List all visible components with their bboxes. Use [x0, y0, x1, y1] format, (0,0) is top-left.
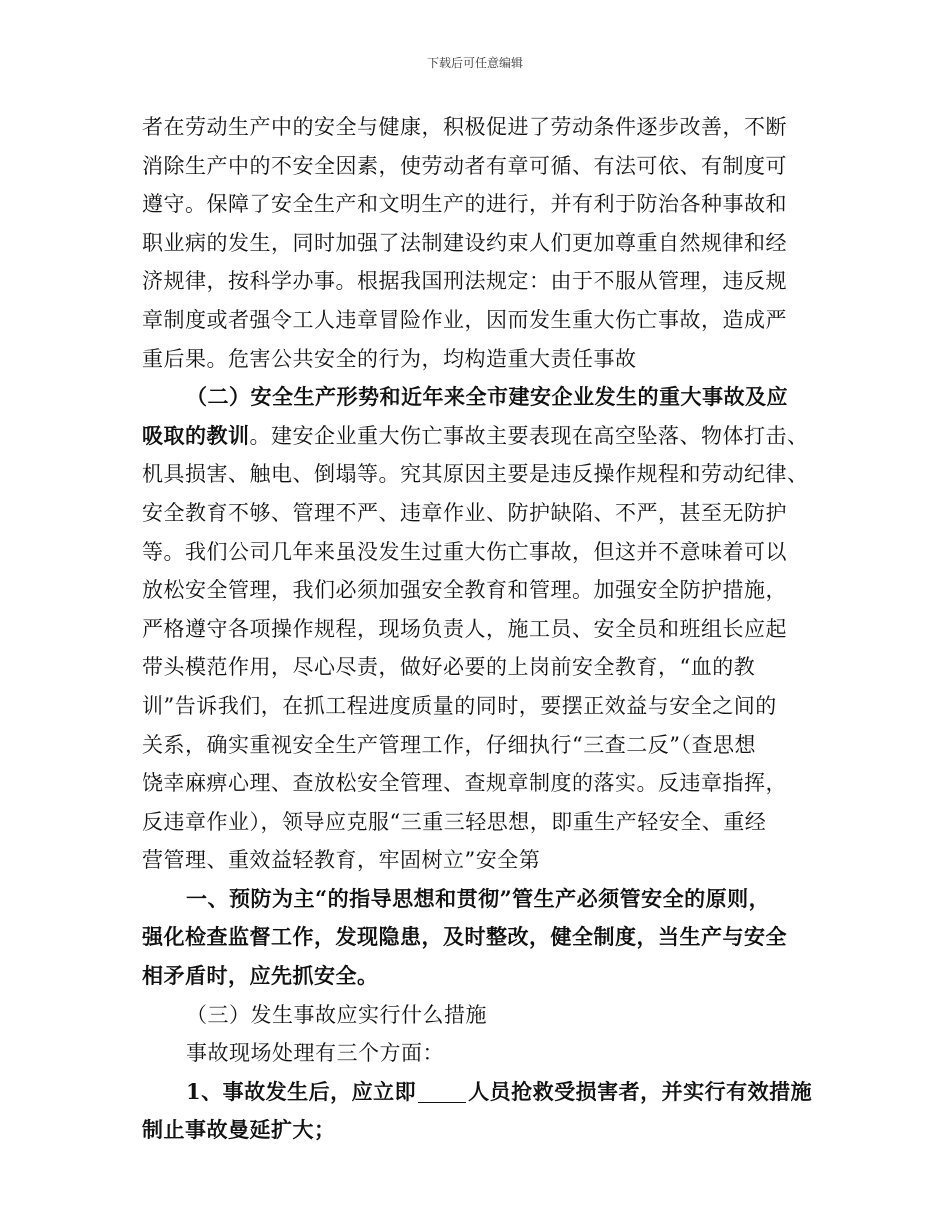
text-line: 者在劳动生产中的安全与健康，积极促进了劳动条件逐步改善，不断 [142, 115, 787, 139]
bold-paragraph-line: 一、预防为主“的指导思想和贯彻”管生产必须管安全的原则， [186, 885, 771, 911]
text-line: 关系，确实重视安全生产管理工作，仔细执行“三查二反”（查思想 [142, 732, 756, 757]
text-line: 训”告诉我们，在抓工程进度质量的同时，要摆正效益与安全之间的 [142, 693, 777, 718]
text-line: 遵守。保障了安全生产和文明生产的进行，并有利于防治各种事故和 [142, 192, 787, 217]
text-line: 营管理、重效益轻教育，牢固树立”安全第 [142, 848, 541, 873]
section-heading-2: （二）安全生产形势和近年来全市建安企业发生的重大事故及应 [186, 384, 788, 410]
text-line [142, 417, 818, 456]
section-heading-3: （三）发生事故应实行什么措施 [186, 1002, 487, 1027]
text-line: 带头模范作用，尽心尽责，做好必要的上岗前安全教育，“血的教 [142, 655, 756, 680]
numbered-item-line: 制止事故曼延扩大； [142, 1117, 336, 1143]
text-line: 反违章作业），领导应克服“三重三轻思想，即重生产轻安全、重经 [142, 809, 767, 834]
bold-paragraph-line: 相矛盾时，应先抓安全。 [142, 963, 379, 989]
text-line: 严格遵守各项操作规程，现场负责人，施工员、安全员和班组长应起 [142, 616, 787, 641]
numbered-item-line [142, 1073, 818, 1112]
text-line: 饶幸麻痹心理、查放松安全管理、查规章制度的落实。反违章指挥， [142, 771, 787, 796]
text-span: 。建安企业重大伤亡事故主要表现在高空坠落、物体打击、 [249, 423, 809, 448]
text-line: 机具损害、触电、倒塌等。究其原因主要是违反操作规程和劳动纪律、 [142, 462, 809, 487]
text-line: 职业病的发生，同时加强了法制建设约束人们更加尊重自然规律和经 [142, 230, 787, 255]
text-line: 济规律，按科学办事。根据我国刑法规定：由于不服从管理，违反规 [142, 269, 787, 294]
text-line: 事故现场处理有三个方面： [186, 1041, 444, 1066]
text-line: 重后果。危害公共安全的行为，均构造重大责任事故 [142, 346, 637, 371]
document-body [142, 108, 818, 1150]
bold-heading-tail: 吸取的教训 [142, 422, 250, 448]
text-line: 章制度或者强令工人违章冒险作业，因而发生重大伤亡事故，造成严 [142, 307, 787, 332]
text-line: 消除生产中的不安全因素，使劳动者有章可循、有法可依、有制度可 [142, 153, 787, 178]
text-span: 人员抢救受损害者，并实行有效措施 [468, 1078, 813, 1104]
bold-paragraph-line: 强化检查监督工作，发现隐患，及时整改，健全制度，当生产与安全 [142, 924, 787, 950]
text-line: 等。我们公司几年来虽没发生过重大伤亡事故，但这并不意味着可以 [142, 539, 787, 564]
fill-in-blank [418, 1080, 466, 1103]
text-span: 1、事故发生后，应立即 [186, 1078, 417, 1104]
text-line: 放松安全管理，我们必须加强安全教育和管理。加强安全防护措施， [142, 578, 787, 603]
page-header: 下载后可任意编辑 [426, 56, 523, 70]
text-line: 安全教育不够、管理不严、违章作业、防护缺陷、不严，甚至无防护 [142, 500, 787, 525]
